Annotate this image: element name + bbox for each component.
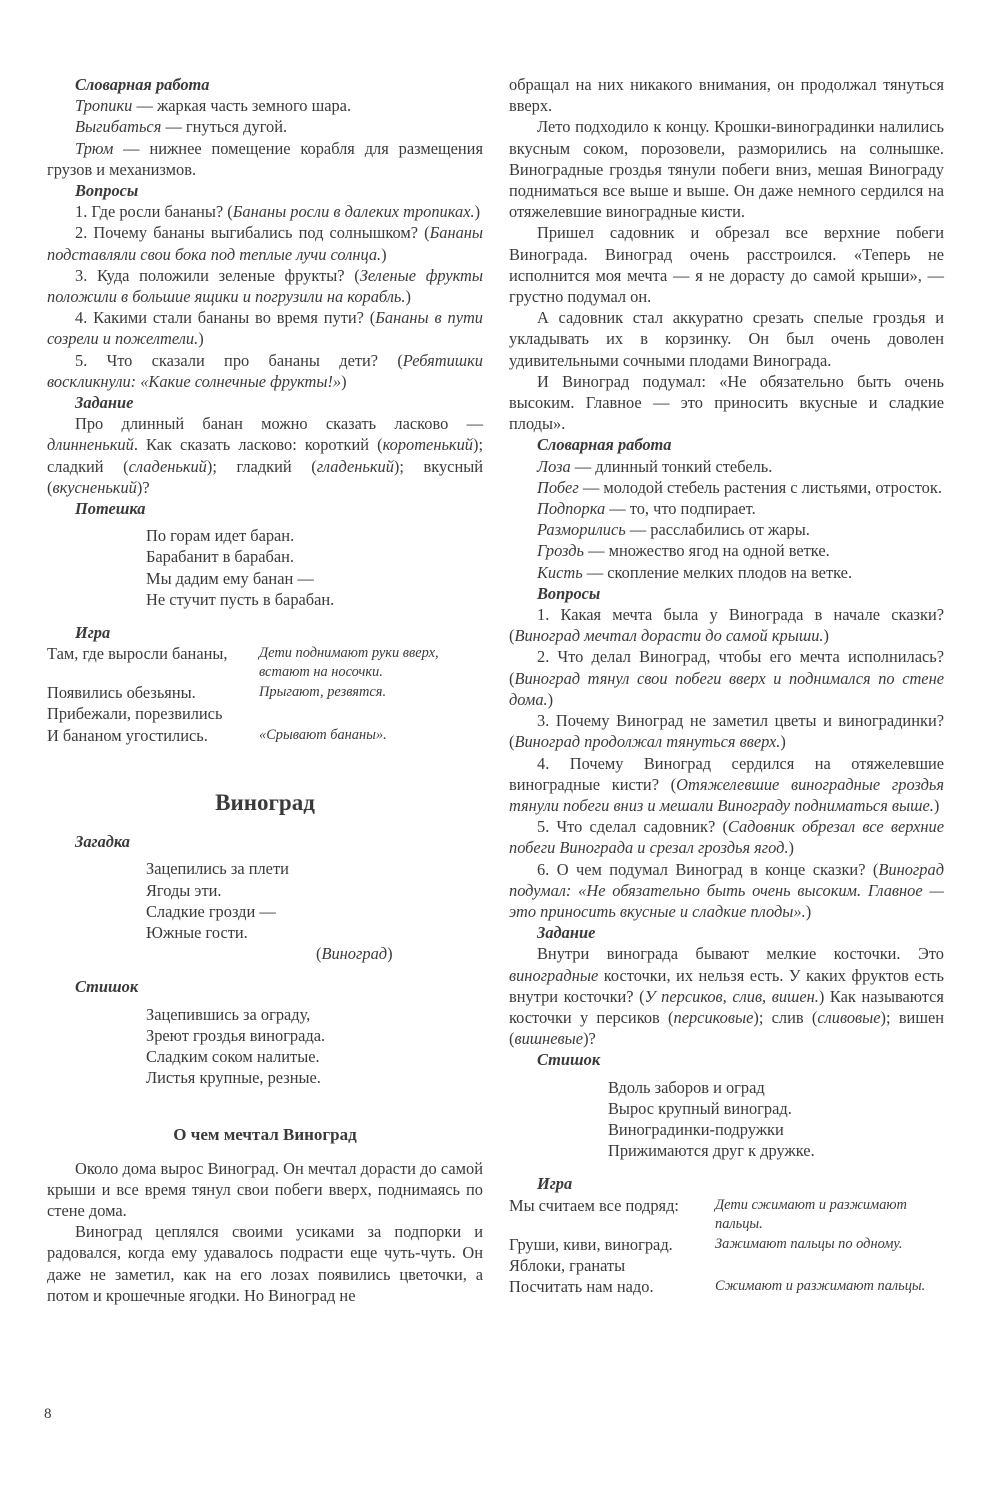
vocab-item: Кисть — скопление мелких плодов на ветке.: [537, 562, 853, 582]
poem-line: Не стучит пусть в барабан.: [146, 589, 335, 609]
story-paragraph: Пришел садовник и обрезал все верхние побеги Винограда. Виноград очень расстроился. «Теперь не исполнится моя мечта — я не дорасту до самой крыши», — грустно подумал он.: [509, 223, 944, 307]
vocab-heading: Словарная работа: [75, 75, 210, 94]
vocab-item: Гроздь — множество ягод на одной ветке.: [537, 541, 830, 561]
story-paragraph: Около дома вырос Виноград. Он мечтал дорасти до самой крыши и все время тянул свои побеги вверх, поднимаясь по стене дома.: [47, 1158, 483, 1220]
poem-line: Зацепившись за ограду,: [146, 1004, 311, 1024]
poem-heading: Стишок: [537, 1050, 601, 1070]
game-line: Там, где выросли бананы,: [47, 644, 228, 664]
game-line: Груши, киви, виноград.: [509, 1234, 673, 1254]
question: 1. Где росли бананы? (Бананы росли в далеких тропиках.): [75, 202, 481, 222]
poem-line: Зреют гроздья винограда.: [146, 1025, 326, 1045]
poem-line: Прижимаются друг к дружке.: [608, 1141, 815, 1161]
right-column: [509, 74, 944, 1297]
game-line: Мы считаем все подряд:: [509, 1195, 679, 1215]
question: 4. Какими стали бананы во время пути? (Бананы в пути созрели и пожелтели.): [47, 308, 483, 349]
potesh-heading: Потешка: [75, 499, 146, 519]
game-heading: Игра: [537, 1174, 573, 1194]
game-line: Яблоки, гранаты: [509, 1255, 626, 1275]
riddle-answer: (Виноград): [316, 944, 393, 964]
question: 2. Что делал Виноград, чтобы его мечта исполнилась? (Виноград тянул свои побеги вверх и поднимался по стене дома.): [509, 647, 944, 709]
poem-line: Ягоды эти.: [146, 880, 222, 900]
poem-line: Сладкие грозди —: [146, 901, 276, 921]
game-line: Посчитать нам надо.: [509, 1276, 654, 1296]
vocab-item: Лоза — длинный тонкий стебель.: [537, 456, 773, 476]
task-heading: Задание: [537, 923, 596, 943]
vocab-item: Подпорка — то, что подпирает.: [537, 499, 756, 519]
question: 6. О чем подумал Виноград в конце сказки? (Виноград подумал: «Не обязательно быть очень высоким. Главное — это приносить вкусные и сладкие плоды».): [509, 859, 944, 921]
riddle-poem: [146, 858, 483, 964]
grape-poem-2: [608, 1077, 944, 1162]
game-line: И бананом угостились.: [47, 725, 208, 745]
game-action: [715, 1255, 944, 1276]
question: 3. Куда положили зеленые фрукты? (Зеленые фрукты положили в большие ящики и погрузили на корабль.): [47, 265, 483, 307]
vocab-item: Тропики — жаркая часть земного шара.: [75, 96, 352, 116]
story-paragraph: Виноград цеплялся своими усиками за подпорки и радовался, когда ему удавалось подрасти еще чуть-чуть. Он даже не заметил, как на его лозах появились цветочки, а потом и крошечные ягодки. Но Виноград не: [47, 1222, 483, 1305]
story-continuation: обращал на них никакого внимания, он продолжал тянуться вверх.: [509, 75, 944, 116]
game-action: [259, 703, 483, 724]
left-column: [47, 74, 483, 1306]
story-title: О чем мечтал Виноград: [173, 1125, 357, 1145]
vocab-item: Разморились — расслабились от жары.: [537, 520, 810, 540]
game-table: [47, 643, 483, 746]
question: 5. Что сделал садовник? (Садовник обрезал все верхние побеги Винограда и срезал гроздья ягод.): [509, 817, 944, 858]
vocab-item: Выгибаться — гнуться дугой.: [75, 117, 288, 137]
game-action: Дети поднимают руки вверх, встают на носочки.: [259, 645, 439, 681]
poem-line: Вдоль заборов и оград: [608, 1077, 765, 1097]
story-paragraph: А садовник стал аккуратно срезать спелые гроздья и укладывать их в корзинку. Он был очень доволен удивительными сочными плодами Винограда.: [509, 308, 944, 370]
poem-heading: Стишок: [75, 977, 139, 997]
game-action: Прыгают, резвятся.: [259, 684, 387, 701]
game-line: Прибежали, порезвились: [47, 704, 223, 724]
question: 1. Какая мечта была у Винограда в начале сказки? (Виноград мечтал дорасти до самой крыши.): [509, 605, 944, 646]
game-line: Появились обезьяны.: [47, 683, 196, 703]
question: 5. Что сказали про бананы дети? (Ребятишки воскликнули: «Какие солнечные фрукты!»): [47, 350, 483, 391]
game-table: [509, 1195, 944, 1298]
task-heading: Задание: [75, 393, 134, 413]
page-title: Виноград: [215, 789, 315, 815]
vocab-item: Трюм — нижнее помещение корабля для размещения грузов и механизмов.: [47, 138, 483, 179]
poem-line: Барабанит в барабан.: [146, 547, 294, 567]
game-action: Сжимают и разжимают пальцы.: [715, 1277, 926, 1294]
task-text: Внутри винограда бывают мелкие косточки. Это виноградные косточки, их нельзя есть. У каких фруктов есть внутри косточки? (У персиков, слив, вишен.) Как называются косточки у персиков (персиковые); слив (сливовые); вишен (вишневые)?: [509, 944, 944, 1049]
riddle-heading: Загадка: [75, 832, 131, 852]
question: 4. Почему Виноград сердился на отяжелевшие виноградные кисти? (Отяжелевшие виноградные гроздья тянули побеги вниз и мешали Винограду подниматься выше.): [509, 753, 944, 815]
poem-line: Мы дадим ему банан —: [146, 568, 314, 588]
game-action: «Срывают бананы».: [259, 726, 387, 743]
story-paragraph: Лето подходило к концу. Крошки-виноградинки налились вкусным соком, порозовели, разморились на солнышке. Виноградные гроздья тянули побеги вниз, мешая Винограду подниматься все выше и выше. Он даже немного сердился на отяжелевшие виноградные кисти.: [509, 117, 944, 222]
potesh-poem: [146, 525, 483, 610]
game-action: Дети сжимают и разжимают пальцы.: [715, 1196, 907, 1232]
vocab-item: Побег — молодой стебель растения с листьями, отросток.: [537, 477, 942, 497]
question: 2. Почему бананы выгибались под солнышком? (Бананы подставляли свои бока под теплые лучи солнца.): [47, 223, 483, 264]
page-number: 8: [44, 1406, 52, 1422]
game-action: Зажимают пальцы по одному.: [715, 1235, 903, 1252]
poem-line: Южные гости.: [146, 922, 248, 942]
story-paragraph: И Виноград подумал: «Не обязательно быть очень высоким. Главное — это приносить вкусные и сладкие плоды».: [509, 371, 944, 434]
question: 3. Почему Виноград не заметил цветы и виноградинки? (Виноград продолжал тянуться вверх.): [509, 711, 944, 752]
poem-line: Сладким соком налитые.: [146, 1046, 320, 1066]
poem-line: Зацепились за плети: [146, 859, 289, 879]
poem-line: Вырос крупный виноград.: [608, 1098, 792, 1118]
poem-line: Листья крупные, резные.: [146, 1068, 321, 1088]
vocab-heading: Словарная работа: [537, 435, 672, 455]
questions-heading: Вопросы: [75, 181, 139, 201]
questions-heading: Вопросы: [537, 583, 601, 603]
task-text: Про длинный банан можно сказать ласково — длинненький. Как сказать ласково: короткий (коротенький); сладкий (сладенький); гладкий (гладенький); вкусный (вкусненький)?: [47, 414, 484, 497]
poem-line: Виноградинки-подружки: [608, 1119, 784, 1139]
grape-poem: [146, 1004, 483, 1089]
poem-line: По горам идет баран.: [146, 526, 295, 546]
game-heading: Игра: [75, 623, 111, 643]
